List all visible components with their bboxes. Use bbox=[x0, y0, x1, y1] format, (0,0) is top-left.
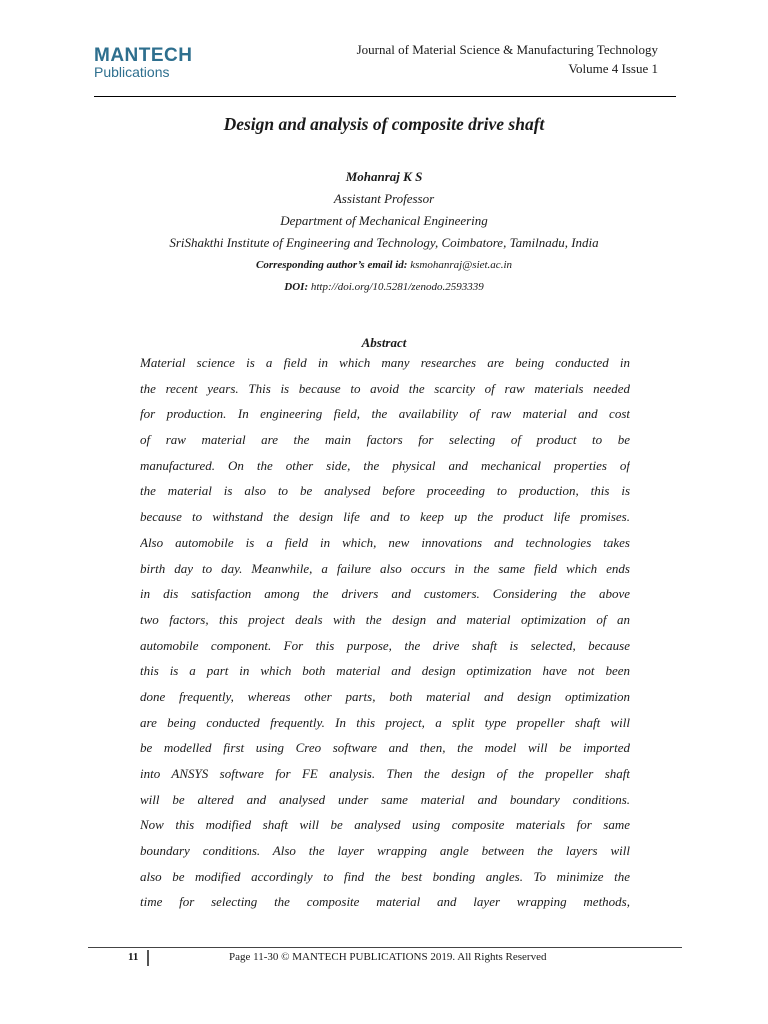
email-label: Corresponding author’s email id: bbox=[255, 259, 408, 271]
abstract-line: Material science is a field in which many researches are being conducted in bbox=[140, 355, 630, 370]
abstract-line: of raw material are the main factors for selecting of product to be bbox=[140, 432, 630, 448]
header-divider bbox=[94, 96, 676, 97]
abstract-line: be modelled first using Creo software and then, the model will be imported bbox=[140, 740, 630, 756]
abstract-line: are being conducted frequently. In this project, a split type propeller shaft will bbox=[140, 714, 630, 730]
author-email-line bbox=[0, 254, 768, 276]
journal-name: Journal of Material Science & Manufacturing Technology bbox=[356, 42, 658, 57]
publisher-logo bbox=[94, 46, 194, 82]
author-department: Department of Mechanical Engineering bbox=[280, 213, 488, 228]
abstract-line: will be altered and analysed under same material and boundary conditions. bbox=[140, 791, 630, 807]
author-name: Mohanraj K S bbox=[345, 169, 423, 184]
abstract-line: Also automobile is a field in which, new innovations and technologies takes bbox=[140, 534, 630, 550]
footer-divider bbox=[88, 947, 682, 948]
author-position: Assistant Professor bbox=[333, 191, 435, 206]
journal-header bbox=[357, 40, 658, 78]
journal-volume: Volume 4 Issue 1 bbox=[568, 61, 658, 76]
footer-copyright: Page 11-30 © MANTECH PUBLICATIONS 2019. All Rights Reserved bbox=[229, 951, 547, 963]
abstract-line: the recent years. This is because to avoid the scarcity of raw materials needed bbox=[140, 380, 630, 396]
page-number: 11 bbox=[128, 951, 139, 963]
abstract-line: time for selecting the composite material and layer wrapping methods, bbox=[140, 894, 630, 910]
abstract-line: the material is also to be analysed before proceeding to production, this is bbox=[140, 483, 630, 499]
logo-subtitle: Publications bbox=[94, 64, 170, 80]
abstract-line: because to withstand the design life and to keep up the product life promises. bbox=[140, 509, 630, 525]
abstract-line: two factors, this project deals with the design and material optimization of an bbox=[140, 611, 630, 627]
abstract-line: this is a part in which both material and design optimization have not been bbox=[140, 663, 630, 679]
author-block bbox=[0, 166, 768, 298]
abstract-body bbox=[140, 350, 630, 915]
abstract-line: also be modified accordingly to find the best bonding angles. To minimize the bbox=[140, 868, 630, 884]
paper-title: Design and analysis of composite drive shaft bbox=[223, 114, 545, 134]
author-email[interactable]: ksmohanraj@siet.ac.in bbox=[410, 259, 512, 271]
abstract-line: boundary conditions. Also the layer wrapping angle between the layers will bbox=[140, 843, 630, 859]
abstract-heading: Abstract bbox=[361, 335, 407, 350]
logo-wordmark: MANTECH bbox=[94, 45, 193, 66]
abstract-line: manufactured. On the other side, the physical and mechanical properties of bbox=[140, 457, 630, 473]
abstract-line: in dis satisfaction among the drivers and customers. Considering the above bbox=[140, 586, 630, 602]
abstract-line: into ANSYS software for FE analysis. Then the design of the propeller shaft bbox=[140, 766, 630, 781]
abstract-line: done frequently, whereas other parts, both material and design optimization bbox=[140, 688, 630, 704]
abstract-line: automobile component. For this purpose, the drive shaft is selected, because bbox=[140, 637, 630, 653]
abstract-line: for production. In engineering field, the availability of raw material and cost bbox=[140, 406, 630, 422]
abstract-line: birth day to day. Meanwhile, a failure also occurs in the same field which ends bbox=[140, 560, 630, 576]
doi-link[interactable]: http://doi.org/10.5281/zenodo.2593339 bbox=[310, 281, 484, 293]
abstract-line: Now this modified shaft will be analysed using composite materials for same bbox=[140, 817, 630, 833]
page-number-bar bbox=[147, 950, 149, 966]
author-institute: SriShakthi Institute of Engineering and Technology, Coimbatore, Tamilnadu, India bbox=[169, 235, 599, 250]
doi-label: DOI: bbox=[284, 281, 309, 293]
doi-line bbox=[0, 276, 768, 298]
